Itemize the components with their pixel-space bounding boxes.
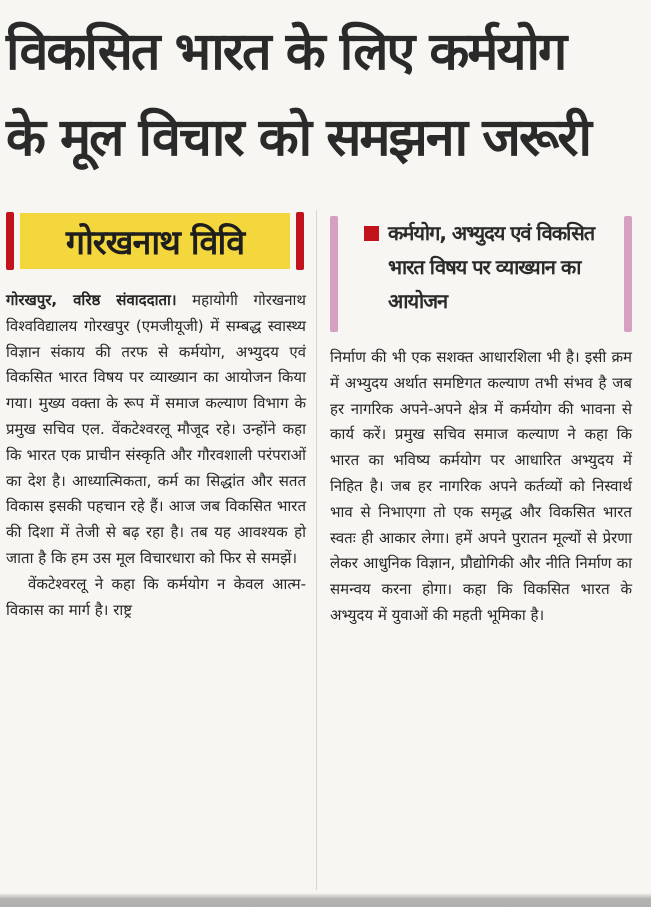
section-tag (6, 210, 304, 272)
highlight-text: कर्मयोग, अभ्युदय एवं विकसित भारत विषय पर व्याख्यान का आयोजन (388, 221, 595, 313)
article-left-column (6, 288, 306, 623)
headline-line-1: विकसित भारत के लिए कर्मयोग (6, 22, 566, 82)
article-paragraph: निर्माण की भी एक सशक्त आधारशिला भी है। इसी क्रम में अभ्युदय अर्थात समष्टिगत कल्याण तभी संभव है जब हर नागरिक अपने-अपने क्षेत्र में कर्मयोग की भावना से कार्य करें। प्रमुख सचिव समाज कल्याण ने कहा कि भारत का भविष्य कर्मयोग पर आधारित अभ्युदय में निहित है। जब हर नागरिक अपने कर्तव्यों को निस्वार्थ भाव से निभाएगा तो एक समृद्ध और विकसित भारत स्वतः ही आकार लेगा। हमें अपने पुरातन मूल्यों से प्रेरणा लेकर आधुनिक विज्ञान, प्रौद्योगिकी और नीति निर्माण का समन्वय करना होगा। कहा कि विकसित भारत के अभ्युदय में युवाओं की महती भूमिका है। (330, 348, 632, 624)
section-tag-right-bar (296, 212, 304, 270)
highlight-right-bar (624, 216, 632, 332)
column-divider (316, 210, 317, 890)
dateline: गोरखपुर, वरिष्ठ संवाददाता। (6, 291, 177, 309)
headline-line-2: के मूल विचार को समझना जरूरी (6, 108, 590, 168)
highlight-box (330, 212, 632, 336)
section-tag-label: गोरखनाथ विवि (20, 213, 290, 269)
article-paragraph (6, 288, 306, 572)
article-paragraph: वेंकटेश्वरलू ने कहा कि कर्मयोग न केवल आत्म-विकास का मार्ग है। राष्ट्र (6, 574, 306, 619)
article-text: महायोगी गोरखनाथ विश्वविद्यालय गोरखपुर (एमजीयूजी) में सम्बद्ध स्वास्थ्य विज्ञान संकाय की तरफ से कर्मयोग, अभ्युदय एवं विकसित भारत विषय पर व्याख्यान का आयोजन किया गया। मुख्य वक्ता के रूप में समाज कल्याण विभाग के प्रमुख सचिव एल. वेंकटेश्वरलू मौजूद रहे। उन्होंने कहा कि भारत एक प्राचीन संस्कृति और गौरवशाली परंपराओं का देश है। आध्यात्मिकता, कर्म का सिद्धांत और सतत विकास इसकी पहचान रहे हैं। आज जब विकसित भारत की दिशा में तेजी से बढ़ रहा है। तब यह आवश्यक हो जाता है कि हम उस मूल विचारधारा को फिर से समझें। (6, 291, 306, 567)
highlight-left-bar (330, 216, 338, 332)
section-tag-left-bar (6, 212, 14, 270)
article-right-column (330, 345, 632, 629)
next-headline-crop (0, 893, 651, 907)
square-bullet-icon (364, 226, 379, 241)
